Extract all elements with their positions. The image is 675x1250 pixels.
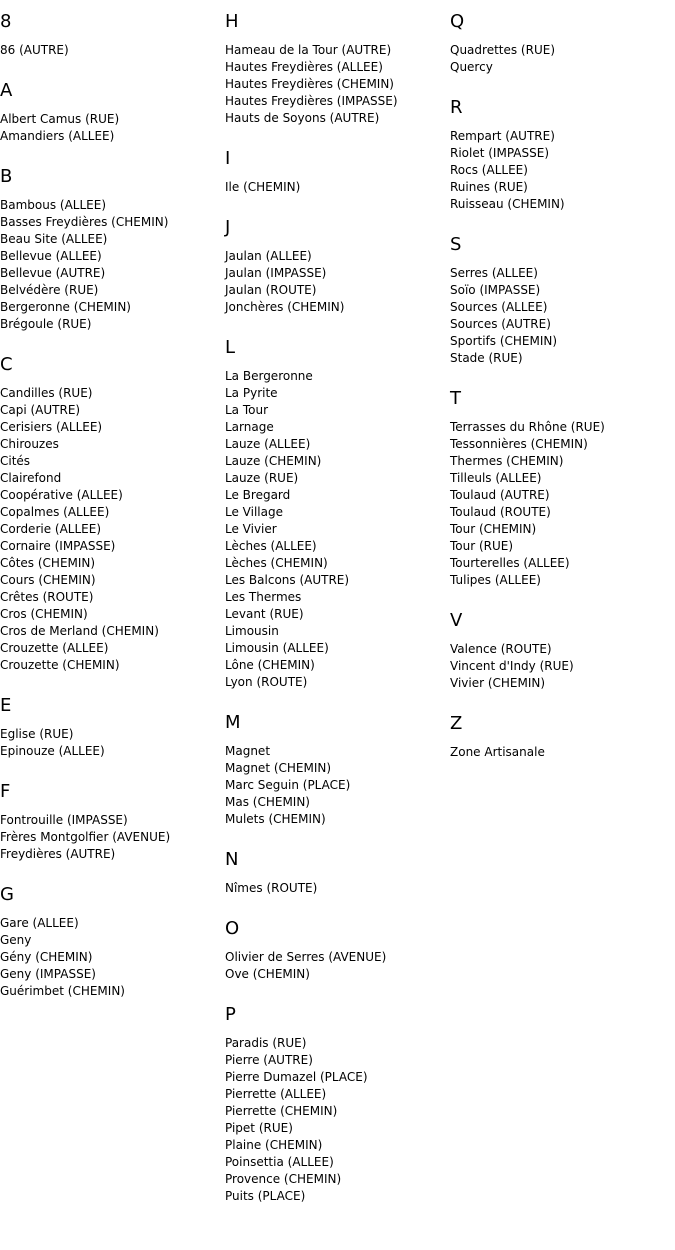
street-link[interactable]: Le Vivier (225, 522, 277, 536)
street-link[interactable]: Marc Seguin (PLACE) (225, 778, 351, 792)
street-link[interactable]: Magnet (225, 744, 271, 758)
street-link[interactable]: Ruines (RUE) (450, 180, 528, 194)
letter-section (225, 10, 450, 127)
street-link[interactable]: Lèches (ALLEE) (225, 539, 317, 553)
street-link[interactable]: Levant (RUE) (225, 607, 304, 621)
street-link[interactable]: Bergeronne (CHEMIN) (0, 300, 131, 314)
street-link[interactable]: Crouzette (CHEMIN) (0, 658, 120, 672)
section-letter-heading: S (450, 234, 462, 255)
street-link[interactable]: Hameau de la Tour (AUTRE) (225, 43, 392, 57)
street-link[interactable]: Provence (CHEMIN) (225, 1172, 342, 1186)
section-letter-heading: M (225, 712, 241, 733)
section-letter-heading: I (225, 148, 231, 169)
street-link[interactable]: Quercy (450, 60, 493, 74)
letter-section (225, 147, 450, 196)
section-letter-heading: Z (450, 713, 463, 734)
street-link[interactable]: La Tour (225, 403, 269, 417)
street-link[interactable]: Tulipes (ALLEE) (450, 573, 541, 587)
street-link[interactable]: Sources (ALLEE) (450, 300, 548, 314)
street-link[interactable]: Crêtes (ROUTE) (0, 590, 94, 604)
street-link[interactable]: Hautes Freydières (ALLEE) (225, 60, 383, 74)
street-link[interactable]: Sportifs (CHEMIN) (450, 334, 558, 348)
column-1 (0, 10, 225, 1020)
letter-section (0, 883, 225, 1000)
street-link[interactable]: Paradis (RUE) (225, 1036, 307, 1050)
section-letter-heading: C (0, 354, 13, 375)
street-link[interactable]: Lauze (RUE) (225, 471, 299, 485)
street-link[interactable]: Magnet (CHEMIN) (225, 761, 332, 775)
street-link[interactable]: Hauts de Soyons (AUTRE) (225, 111, 380, 125)
letter-section (450, 387, 675, 589)
section-letter-heading: P (225, 1004, 236, 1025)
street-link[interactable]: Fontrouille (IMPASSE) (0, 813, 128, 827)
section-letter-heading: J (225, 217, 231, 238)
letter-section (0, 353, 225, 674)
street-link[interactable]: Basses Freydières (CHEMIN) (0, 215, 169, 229)
street-link[interactable]: Tour (RUE) (450, 539, 514, 553)
street-link[interactable]: Toulaud (AUTRE) (450, 488, 550, 502)
street-link[interactable]: Candilles (RUE) (0, 386, 93, 400)
street-link[interactable]: Riolet (IMPASSE) (450, 146, 549, 160)
street-link[interactable]: Terrasses du Rhône (RUE) (450, 420, 605, 434)
street-link[interactable]: Ove (CHEMIN) (225, 967, 310, 981)
street-link[interactable]: Ruisseau (CHEMIN) (450, 197, 565, 211)
street-link[interactable]: Olivier de Serres (AVENUE) (225, 950, 387, 964)
street-link[interactable]: Le Village (225, 505, 283, 519)
street-link[interactable]: Thermes (CHEMIN) (450, 454, 564, 468)
street-link[interactable]: Capi (AUTRE) (0, 403, 81, 417)
street-link[interactable]: Soïo (IMPASSE) (450, 283, 541, 297)
street-link[interactable]: Vivier (CHEMIN) (450, 676, 546, 690)
street-link[interactable]: Bellevue (ALLEE) (0, 249, 102, 263)
street-link[interactable]: Poinsettia (ALLEE) (225, 1155, 334, 1169)
letter-section (450, 96, 675, 213)
letter-section (0, 79, 225, 145)
street-link[interactable]: Ile (CHEMIN) (225, 180, 301, 194)
section-letter-heading: T (450, 388, 461, 409)
street-link[interactable]: Eglise (RUE) (0, 727, 74, 741)
column-2 (225, 10, 450, 1225)
street-link[interactable]: Stade (RUE) (450, 351, 523, 365)
street-link[interactable]: Limousin (225, 624, 279, 638)
street-link[interactable]: Pierrette (ALLEE) (225, 1087, 327, 1101)
street-link[interactable]: Puits (PLACE) (225, 1189, 306, 1203)
street-link[interactable]: Geny (IMPASSE) (0, 967, 96, 981)
street-link[interactable]: Jaulan (IMPASSE) (225, 266, 327, 280)
section-letter-heading: H (225, 11, 239, 32)
street-link[interactable]: Lauze (ALLEE) (225, 437, 311, 451)
street-link[interactable]: Freydières (AUTRE) (0, 847, 116, 861)
street-link[interactable]: Plaine (CHEMIN) (225, 1138, 323, 1152)
street-link[interactable]: Tour (CHEMIN) (450, 522, 537, 536)
street-link[interactable]: Cerisiers (ALLEE) (0, 420, 103, 434)
street-link[interactable]: Pierre Dumazel (PLACE) (225, 1070, 368, 1084)
street-link[interactable]: Vincent d'Indy (RUE) (450, 659, 574, 673)
section-letter-heading: B (0, 166, 13, 187)
street-link[interactable]: Cités (0, 454, 31, 468)
section-letter-heading: N (225, 849, 239, 870)
street-link[interactable]: Coopérative (ALLEE) (0, 488, 123, 502)
street-link[interactable]: Zone Artisanale (450, 745, 545, 759)
street-link[interactable]: Corderie (ALLEE) (0, 522, 102, 536)
street-link[interactable]: Mulets (CHEMIN) (225, 812, 326, 826)
section-letter-heading: O (225, 918, 240, 939)
street-link[interactable]: Tourterelles (ALLEE) (450, 556, 570, 570)
letter-section (450, 233, 675, 367)
street-link[interactable]: Pierrette (CHEMIN) (225, 1104, 338, 1118)
street-link[interactable]: Jonchères (CHEMIN) (225, 300, 345, 314)
street-link[interactable]: La Bergeronne (225, 369, 313, 383)
street-link[interactable]: Hautes Freydières (IMPASSE) (225, 94, 398, 108)
street-link[interactable]: Brégoule (RUE) (0, 317, 92, 331)
letter-section (225, 336, 450, 691)
street-link[interactable]: Serres (ALLEE) (450, 266, 538, 280)
letter-section (450, 712, 675, 761)
letter-section (0, 165, 225, 333)
street-link[interactable]: Geny (0, 933, 32, 947)
street-link[interactable]: Albert Camus (RUE) (0, 112, 120, 126)
street-link[interactable]: Sources (AUTRE) (450, 317, 551, 331)
letter-section (225, 848, 450, 897)
section-letter-heading: R (450, 97, 463, 118)
street-link[interactable]: Côtes (CHEMIN) (0, 556, 96, 570)
street-link[interactable]: Hautes Freydières (CHEMIN) (225, 77, 394, 91)
street-link[interactable]: Nîmes (ROUTE) (225, 881, 318, 895)
street-link[interactable]: Toulaud (ROUTE) (450, 505, 551, 519)
street-link[interactable]: Limousin (ALLEE) (225, 641, 329, 655)
street-link[interactable]: Jaulan (ROUTE) (225, 283, 317, 297)
street-link[interactable]: Mas (CHEMIN) (225, 795, 310, 809)
street-link[interactable]: Lône (CHEMIN) (225, 658, 315, 672)
street-link[interactable]: Valence (ROUTE) (450, 642, 552, 656)
street-link[interactable]: Lauze (CHEMIN) (225, 454, 322, 468)
street-link[interactable]: Gare (ALLEE) (0, 916, 79, 930)
section-letter-heading: Q (450, 11, 465, 32)
section-letter-heading: 8 (0, 11, 12, 32)
street-link[interactable]: La Pyrite (225, 386, 278, 400)
street-link[interactable]: Les Balcons (AUTRE) (225, 573, 350, 587)
street-link[interactable]: Bellevue (AUTRE) (0, 266, 106, 280)
street-link[interactable]: Quadrettes (RUE) (450, 43, 555, 57)
letter-section (225, 711, 450, 828)
street-link[interactable]: Belvédère (RUE) (0, 283, 99, 297)
street-link[interactable]: Amandiers (ALLEE) (0, 129, 115, 143)
street-link[interactable]: Rempart (AUTRE) (450, 129, 555, 143)
letter-section (0, 694, 225, 760)
street-link[interactable]: Tessonnières (CHEMIN) (450, 437, 588, 451)
street-link[interactable]: Rocs (ALLEE) (450, 163, 528, 177)
street-link[interactable]: Les Thermes (225, 590, 302, 604)
letter-section (450, 10, 675, 76)
street-link[interactable]: Lyon (ROUTE) (225, 675, 308, 689)
letter-section (0, 780, 225, 863)
street-link[interactable]: Pipet (RUE) (225, 1121, 293, 1135)
street-link[interactable]: Le Bregard (225, 488, 291, 502)
street-link[interactable]: Larnage (225, 420, 274, 434)
section-letter-heading: G (0, 884, 14, 905)
letter-section (225, 216, 450, 316)
street-link[interactable]: Copalmes (ALLEE) (0, 505, 110, 519)
street-link[interactable]: Gény (CHEMIN) (0, 950, 93, 964)
street-link[interactable]: Epinouze (ALLEE) (0, 744, 105, 758)
street-link[interactable]: Cros (CHEMIN) (0, 607, 88, 621)
street-link[interactable]: Clairefond (0, 471, 62, 485)
street-link[interactable]: Cros de Merland (CHEMIN) (0, 624, 159, 638)
street-link[interactable]: Jaulan (ALLEE) (225, 249, 312, 263)
street-link[interactable]: Crouzette (ALLEE) (0, 641, 109, 655)
street-link[interactable]: Cornaire (IMPASSE) (0, 539, 116, 553)
letter-section (225, 1003, 450, 1205)
section-letter-heading: L (225, 337, 236, 358)
street-link[interactable]: Pierre (AUTRE) (225, 1053, 313, 1067)
section-letter-heading: F (0, 781, 11, 802)
street-link[interactable]: Frères Montgolfier (AVENUE) (0, 830, 171, 844)
letter-section (225, 917, 450, 983)
street-link[interactable]: 86 (AUTRE) (0, 43, 69, 57)
letter-section (450, 609, 675, 692)
street-link[interactable]: Guérimbet (CHEMIN) (0, 984, 125, 998)
street-link[interactable]: Chirouzes (0, 437, 59, 451)
letter-section (0, 10, 225, 59)
section-letter-heading: A (0, 80, 13, 101)
street-link[interactable]: Bambous (ALLEE) (0, 198, 107, 212)
street-link[interactable]: Tilleuls (ALLEE) (450, 471, 542, 485)
column-3 (450, 10, 675, 781)
section-letter-heading: V (450, 610, 463, 631)
street-link[interactable]: Lèches (CHEMIN) (225, 556, 328, 570)
street-link[interactable]: Beau Site (ALLEE) (0, 232, 108, 246)
section-letter-heading: E (0, 695, 12, 716)
street-link[interactable]: Cours (CHEMIN) (0, 573, 96, 587)
